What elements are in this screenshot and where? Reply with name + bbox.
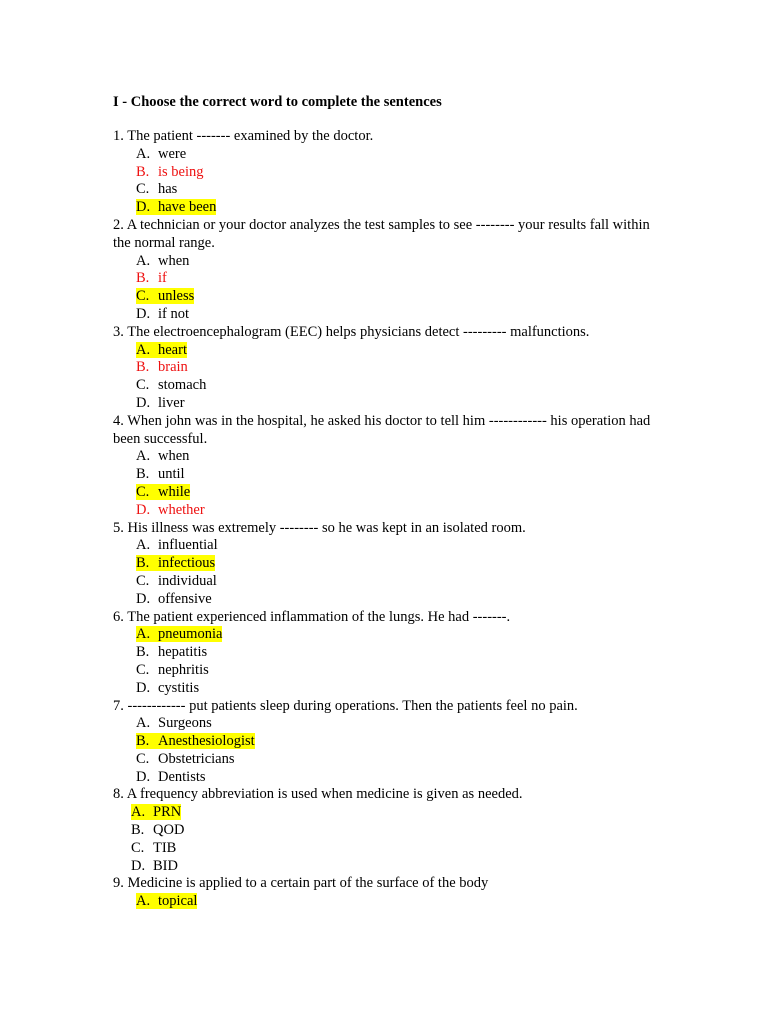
answer-option-highlight [136,715,212,731]
option-text: nephritis [158,661,209,678]
option-letter: D. [136,305,151,322]
answer-option-highlight [136,573,217,589]
answer-option [113,644,658,662]
answer-option-highlight [136,253,189,269]
option-letter: A. [136,341,151,358]
answer-option-highlight [136,359,188,375]
answer-option [113,359,658,377]
answer-option [113,751,658,769]
answer-option [113,769,658,787]
option-text: when [158,252,190,269]
answer-option-highlight [136,270,167,286]
option-letter: D. [136,768,151,785]
answer-option-highlight [136,751,235,767]
option-text: offensive [158,590,212,607]
answer-option [113,662,658,680]
answer-option-highlight [136,181,177,197]
option-letter: D. [136,394,151,411]
option-text: cystitis [158,679,200,696]
answer-option-highlight [136,555,215,571]
answer-option [113,395,658,413]
option-letter: D. [136,501,151,518]
option-text: BID [153,857,178,874]
answer-option-highlight [136,626,222,642]
question-text: 2. A technician or your doctor analyzes the test samples to see -------- your results fall within the normal range. [113,216,650,251]
answer-option-highlight [136,395,185,411]
answer-option [113,840,658,858]
answer-option [113,591,658,609]
answer-option [113,466,658,484]
option-letter: A. [136,537,151,554]
answer-option [113,181,658,199]
answer-option [113,502,658,520]
answer-option-highlight [136,733,255,749]
option-text: Obstetricians [158,750,235,767]
option-letter: C. [136,661,150,678]
question-list [113,128,658,911]
answer-option [113,377,658,395]
option-letter: C. [136,572,150,589]
answer-option [113,893,658,911]
answer-option [113,306,658,324]
answer-option [113,164,658,182]
answer-option [113,858,658,876]
option-letter: B. [136,270,150,287]
answer-option-highlight [136,164,204,180]
option-text: whether [158,501,205,518]
option-letter: C. [136,750,150,767]
answer-option-highlight [136,769,206,785]
option-text: stomach [158,377,207,394]
option-text: hepatitis [158,644,208,661]
option-letter: B. [136,733,150,750]
answer-option-highlight [131,822,184,838]
answer-option [113,270,658,288]
option-text: while [158,483,191,500]
answer-option [113,733,658,751]
answer-option-highlight [136,484,190,500]
answer-option-highlight [136,466,185,482]
question-text: 9. Medicine is applied to a certain part of the surface of the body [113,875,489,892]
answer-option [113,342,658,360]
option-letter: B. [136,555,150,572]
answer-option-highlight [136,146,186,162]
option-letter: A. [136,893,151,910]
answer-option-highlight [136,342,187,358]
answer-option-highlight [131,858,178,874]
option-letter: A. [136,715,151,732]
option-text: when [158,448,190,465]
option-letter: C. [136,377,150,394]
section-heading: I - Choose the correct word to complete the sentences [113,94,442,110]
option-text: heart [158,341,187,358]
answer-option-highlight [136,377,206,393]
option-letter: A. [131,804,146,821]
option-letter: D. [136,199,151,216]
answer-option-highlight [136,306,189,322]
option-text: Anesthesiologist [158,733,255,750]
answer-option [113,537,658,555]
option-letter: A. [136,252,151,269]
answer-option [113,573,658,591]
option-letter: A. [136,448,151,465]
option-letter: A. [136,626,151,643]
question-text: 1. The patient ------- examined by the doctor. [113,128,374,144]
question-text: 8. A frequency abbreviation is used when medicine is given as needed. [113,786,523,803]
answer-option-highlight [136,288,194,304]
option-text: have been [158,199,217,216]
answer-option [113,680,658,698]
option-letter: B. [136,359,150,376]
option-text: brain [158,359,188,376]
option-letter: B. [136,163,150,180]
answer-option [113,146,658,164]
option-text: Surgeons [158,715,212,732]
question-text: 6. The patient experienced inflammation of the lungs. He had -------. [113,608,511,625]
option-text: topical [158,893,198,910]
option-text: until [158,466,185,483]
option-letter: B. [136,466,150,483]
option-text: pneumonia [158,626,223,643]
option-letter: A. [136,145,151,162]
question-text: 5. His illness was extremely -------- so he was kept in an isolated room. [113,519,526,536]
option-text: unless [158,288,195,305]
answer-option-highlight [136,662,209,678]
option-text: Dentists [158,768,206,785]
option-letter: C. [136,181,150,198]
option-text: liver [158,394,185,411]
answer-option [113,804,658,822]
answer-option-highlight [136,448,189,464]
option-text: is being [158,163,204,180]
answer-option [113,822,658,840]
option-letter: D. [131,857,146,874]
question-text: 3. The electroencephalogram (EEC) helps physicians detect --------- malfunctions. [113,323,590,340]
answer-option-highlight [136,199,216,215]
answer-option-highlight [136,644,207,660]
answer-option [113,448,658,466]
option-text: if not [158,305,190,322]
option-letter: C. [136,483,150,500]
answer-option [113,484,658,502]
answer-option-highlight [136,893,197,909]
option-text: TIB [153,839,177,856]
option-text: infectious [158,555,216,572]
option-text: has [158,181,178,198]
option-letter: B. [136,644,150,661]
option-letter: C. [131,839,145,856]
answer-option [113,288,658,306]
option-text: PRN [153,804,182,821]
answer-option-highlight [131,804,181,820]
question-text: 7. ------------ put patients sleep during operations. Then the patients feel no pain. [113,697,578,714]
answer-option [113,626,658,644]
option-text: if [158,270,167,287]
answer-option [113,715,658,733]
option-letter: D. [136,590,151,607]
option-letter: B. [131,822,145,839]
answer-option [113,253,658,271]
option-letter: C. [136,288,150,305]
option-text: QOD [153,822,185,839]
answer-option-highlight [131,840,176,856]
answer-option-highlight [136,680,199,696]
answer-option-highlight [136,502,205,518]
option-text: individual [158,572,217,589]
answer-option-highlight [136,537,218,553]
option-letter: D. [136,679,151,696]
option-text: influential [158,537,218,554]
answer-option [113,199,658,217]
answer-option [113,555,658,573]
option-text: were [158,145,187,162]
question-text: 4. When john was in the hospital, he asked his doctor to tell him ------------ his operation had been successful. [113,412,651,447]
answer-option-highlight [136,591,212,607]
